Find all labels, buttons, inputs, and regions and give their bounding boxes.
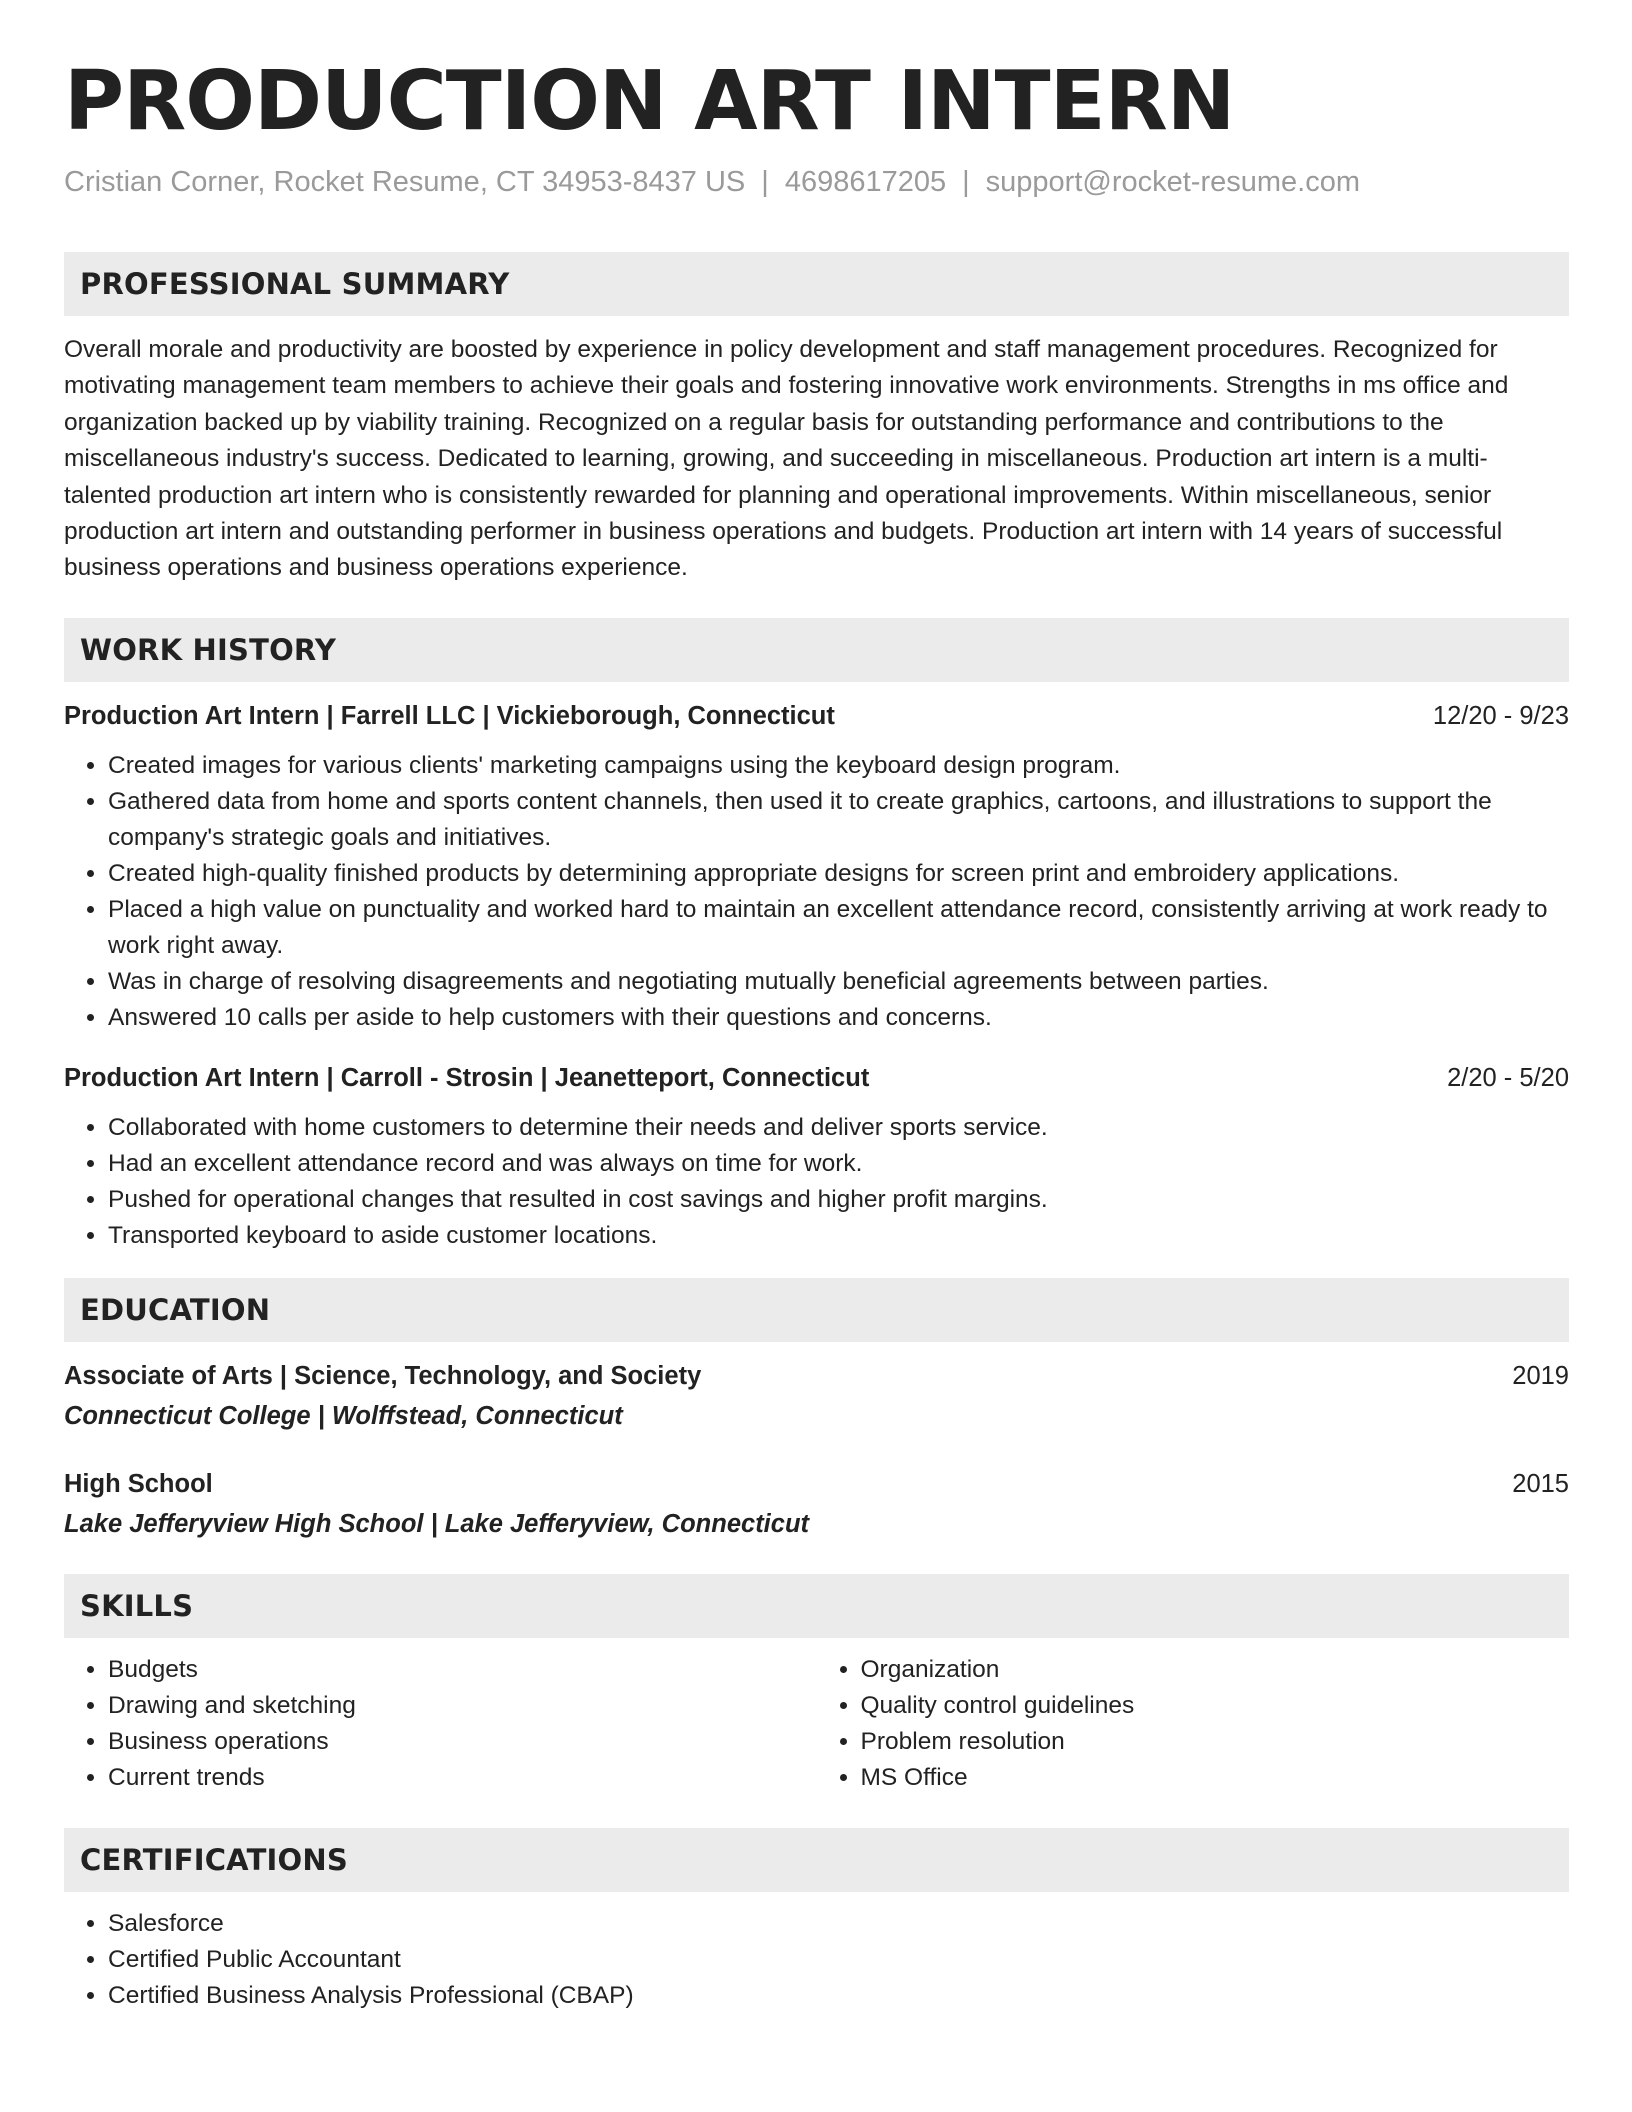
skills-column-left: [64, 1652, 817, 1796]
job-bullet: • Placed a high value on punctuality and worked hard to maintain an excellent attendance record, consistently arriving at work ready to work right away.: [108, 892, 1569, 964]
contact-address: Cristian Corner, Rocket Resume, CT 34953-8437 US: [64, 166, 746, 198]
certification-item: • Certified Business Analysis Professional (CBAP): [108, 1978, 1569, 2014]
job-bullet: • Collaborated with home customers to determine their needs and deliver sports service.: [108, 1110, 1569, 1146]
education-school: Connecticut College | Wolffstead, Connecticut: [64, 1401, 623, 1430]
section-heading-skills: SKILLS: [64, 1574, 1569, 1638]
skill-item: • Quality control guidelines: [861, 1688, 1570, 1724]
skill-item: • Business operations: [108, 1724, 817, 1760]
job-bullet: • Gathered data from home and sports content channels, then used it to create graphics, cartoons, and illustrations to support the company's strategic goals and initiatives.: [108, 784, 1569, 856]
skill-item: • Budgets: [108, 1652, 817, 1688]
skill-item: • Problem resolution: [861, 1724, 1570, 1760]
contact-phone: 4698617205: [784, 166, 947, 198]
skill-item: • MS Office: [861, 1760, 1570, 1796]
education-degree: Associate of Arts | Science, Technology, and Society: [64, 1361, 702, 1390]
contact-separator: |: [761, 166, 769, 198]
resume-title: PRODUCTION ART INTERN: [64, 54, 1235, 149]
section-heading-certifications: CERTIFICATIONS: [64, 1828, 1569, 1892]
job-bullet-list: [64, 1110, 1569, 1254]
contact-line: [64, 164, 1569, 200]
certifications-list: [64, 1906, 1569, 2014]
contact-email: support@rocket-resume.com: [985, 166, 1361, 198]
section-heading-education: EDUCATION: [64, 1278, 1569, 1342]
job-dates: 12/20 - 9/23: [1432, 701, 1569, 730]
certification-item: • Salesforce: [108, 1906, 1569, 1942]
section-heading-work-history: WORK HISTORY: [64, 618, 1569, 682]
skills-grid: [64, 1652, 1569, 1796]
job-bullet-list: [64, 748, 1569, 1036]
skills-column-right: [817, 1652, 1570, 1796]
section-heading-summary: PROFESSIONAL SUMMARY: [64, 252, 1569, 316]
skill-item: • Current trends: [108, 1760, 817, 1796]
job-bullet: • Transported keyboard to aside customer locations.: [108, 1218, 1569, 1254]
job-title: Production Art Intern | Carroll - Strosin | Jeanetteport, Connecticut: [64, 1063, 870, 1092]
certification-item: • Certified Public Accountant: [108, 1942, 1569, 1978]
job-bullet: • Had an excellent attendance record and was always on time for work.: [108, 1146, 1569, 1182]
job-bullet: • Was in charge of resolving disagreements and negotiating mutually beneficial agreements between parties.: [108, 964, 1569, 1000]
job-title: Production Art Intern | Farrell LLC | Vickieborough, Connecticut: [64, 701, 835, 730]
education-header: [64, 1466, 1569, 1502]
education-header: [64, 1358, 1569, 1394]
job-bullet: • Pushed for operational changes that resulted in cost savings and higher profit margins.: [108, 1182, 1569, 1218]
job-bullet: • Created images for various clients' marketing campaigns using the keyboard design program.: [108, 748, 1569, 784]
summary-text: Overall morale and productivity are boosted by experience in policy development and staff management procedures. Recognized for motivating management team members to achieve their goals and fostering innovative work environments. Strengths in ms office and organization backed up by viability training. Recognized on a regular basis for outstanding performance and contributions to the miscellaneous industry's success. Dedicated to learning, growing, and succeeding in miscellaneous. Production art intern is a multi-talented production art intern who is consistently rewarded for planning and operational improvements. Within miscellaneous, senior production art intern and outstanding performer in business operations and budgets. Production art intern with 14 years of successful business operations and business operations experience.: [64, 336, 1509, 582]
education-degree: High School: [64, 1469, 213, 1498]
job-bullet: • Answered 10 calls per aside to help customers with their questions and concerns.: [108, 1000, 1569, 1036]
job-header: [64, 1060, 1569, 1096]
education-school: Lake Jefferyview High School | Lake Jefferyview, Connecticut: [64, 1509, 810, 1538]
education-year: 2019: [1512, 1361, 1569, 1390]
job-bullet: • Created high-quality finished products by determining appropriate designs for screen print and embroidery applications.: [108, 856, 1569, 892]
skill-item: • Organization: [861, 1652, 1570, 1688]
job-dates: 2/20 - 5/20: [1447, 1063, 1569, 1092]
job-header: [64, 698, 1569, 734]
education-year: 2015: [1512, 1469, 1569, 1498]
skill-item: • Drawing and sketching: [108, 1688, 817, 1724]
contact-separator: |: [962, 166, 970, 198]
